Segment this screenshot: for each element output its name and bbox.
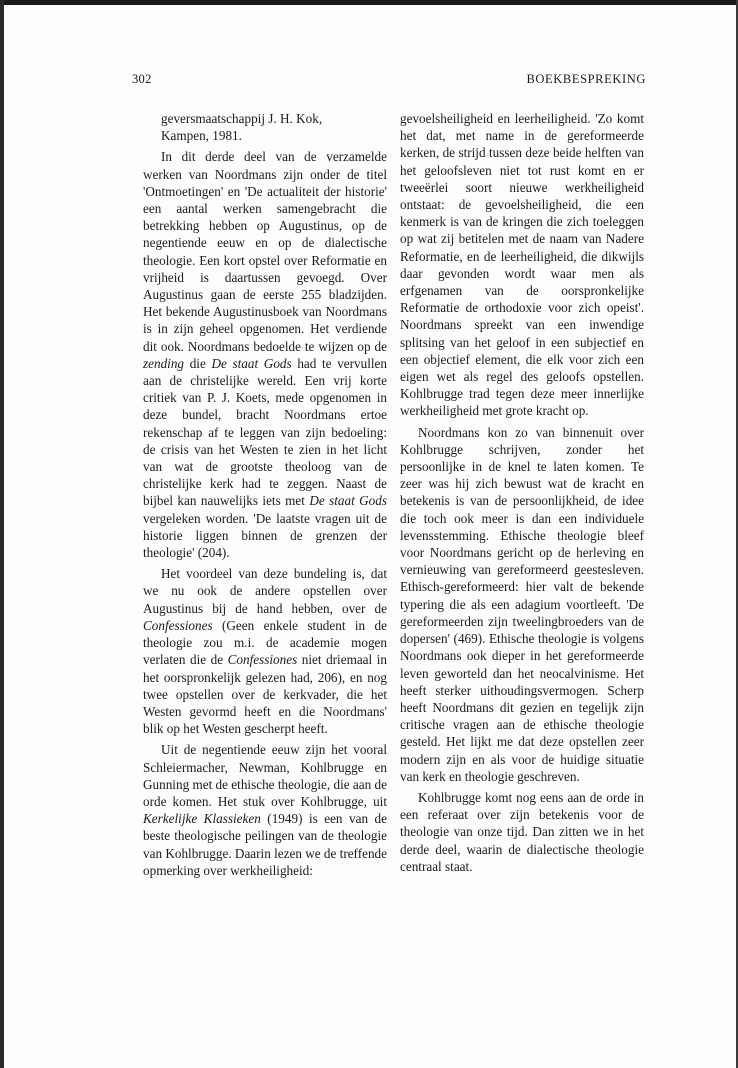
publisher-info	[143, 110, 387, 144]
scan-left-edge	[0, 0, 4, 1068]
book-title: Kerkelijke Klassieken	[143, 811, 261, 827]
paragraph: Kohlbrugge komt nog eens aan de orde in een referaat over zijn betekenis voor de theologie van onze tijd. Dan zitten we in het derde deel, waarin de dialectische theologie centraal staat.	[400, 789, 644, 874]
running-head: BOEKBESPREKING	[526, 72, 646, 86]
book-title: De staat Gods	[211, 355, 292, 371]
publisher-line: Kampen, 1981.	[161, 128, 242, 144]
paragraph: Uit de negentiende eeuw zijn het vooral Schleiermacher, Newman, Kohlbrugge en Gunning met de ethische theologie, die aan de orde komen. Het stuk over Kohlbrugge, uit Kerkelijke Klassieken (1949) is een van de beste theologische peilingen van de theologie van Kohlbrugge. Daarin lezen we de treffende opmerking over werkheiligheid:	[143, 742, 387, 878]
emphasis: zending	[143, 355, 185, 371]
right-column	[400, 110, 644, 879]
paragraph: In dit derde deel van de verzamelde werken van Noordmans zijn onder de titel 'Ontmoetingen' en 'De actualiteit der historie' een aantal werken samengebracht die betrekking hebben op Augustinus, op de negentiende eeuw en op de dialectische theologie. Een kort opstel over Reformatie en vrijheid is daartussen gevoegd. Over Augustinus gaan de eerste 255 bladzijden. Het bekende Augustinusboek van Noordmans is in zijn geheel opgenomen. Het verdiende dit ook. Noordmans bedoelde te wijzen op de zending die De staat Gods had te vervullen aan de christelijke wereld. Een vrij korte critiek van P. J. Koets, mede opgenomen in deze bundel, bracht Noordmans ertoe rekenschap af te leggen van zijn bedoeling: de crisis van het Westen te zien in het licht van wat de grootste theoloog van de christelijke kerk had te zeggen. Naast de bijbel kan nauwelijks iets met De staat Gods vergeleken worden. 'De laatste vragen uit de historie liggen binnen de grenzen der theologie' (204).	[143, 149, 388, 561]
paragraph: Het voordeel van deze bundeling is, dat we nu ook de andere opstellen over Augustinus bij de hand hebben, over de Confessiones (Geen enkele student in de theologie zou m.i. de academie mogen verlaten die de Confessiones niet driemaal in het oorspronkelijk gelezen had, 206), en nog twee opstellen over de kerkvader, die het Westen gevormd heeft en die Noordmans' blik op het Westen gescherpt heeft.	[143, 566, 387, 737]
book-title: Confessiones	[143, 617, 213, 633]
page-number: 302	[132, 72, 152, 86]
book-title: Confessiones	[227, 652, 298, 668]
page-header	[132, 72, 646, 92]
paragraph: Noordmans kon zo van binnenuit over Kohlbrugge schrijven, zonder het persoonlijke in de knel te laten komen. Te zeer was hij zich bewust wat de kracht en betekenis is van de persoonlijkheid, de idee die toch ook meer is dan een individuele levensstemming. Ethische theologie bleef voor Noordmans gericht op de herleving en vernieuwing van gereformeerd geestesleven. Ethisch-gereformeerd: hier valt de bekende typering die als een adagium voortleeft. 'De gereformeerden zijn tweelingbroeders van de dopersen' (469). Ethische theologie is volgens Noordmans ook dieper in het gereformeerde leven geworteld dan het neocalvinisme. Het heeft sterker uithoudingsvermogen. Scherp heeft Noordmans dit gezien en tegelijk zijn critische vragen aan de ethische theologie gesteld. Het lijkt me dat deze opstellen zeer modern zijn en als voor de huidige situatie van kerk en theologie geschreven.	[400, 424, 644, 784]
scan-top-edge	[0, 0, 738, 5]
paragraph: gevoelsheiligheid en leerheiligheid. 'Zo komt het dat, met name in de gereformeerde kerken, de strijd tussen deze beide helften van het geloofsleven niet tot rust komt en er tweeërlei soort nieuwe werkheiligheid ontstaat: de gevoelsheiligheid, die een kenmerk is van de kringen die zich toeleggen op wat zij betitelen met de naam van Nadere Reformatie, en de leerheiligheid, die dikwijls daar gevonden wordt waar men als erfgenamen van de oorspronkelijke Reformatie de orthodoxie voor zich opeist'. Noordmans spreekt van een inwendige splitsing van het geloof in een subjectief en een objectief element, die elk voor zich een eigen wet als regel des geloofs opstellen. Kohlbrugge trad tegen deze meer innerlijke werkheiligheid met grote kracht op.	[400, 111, 644, 419]
publisher-line: geversmaatschappij J. H. Kok,	[161, 111, 323, 126]
left-column	[143, 110, 387, 883]
book-title: De staat Gods	[309, 493, 388, 509]
